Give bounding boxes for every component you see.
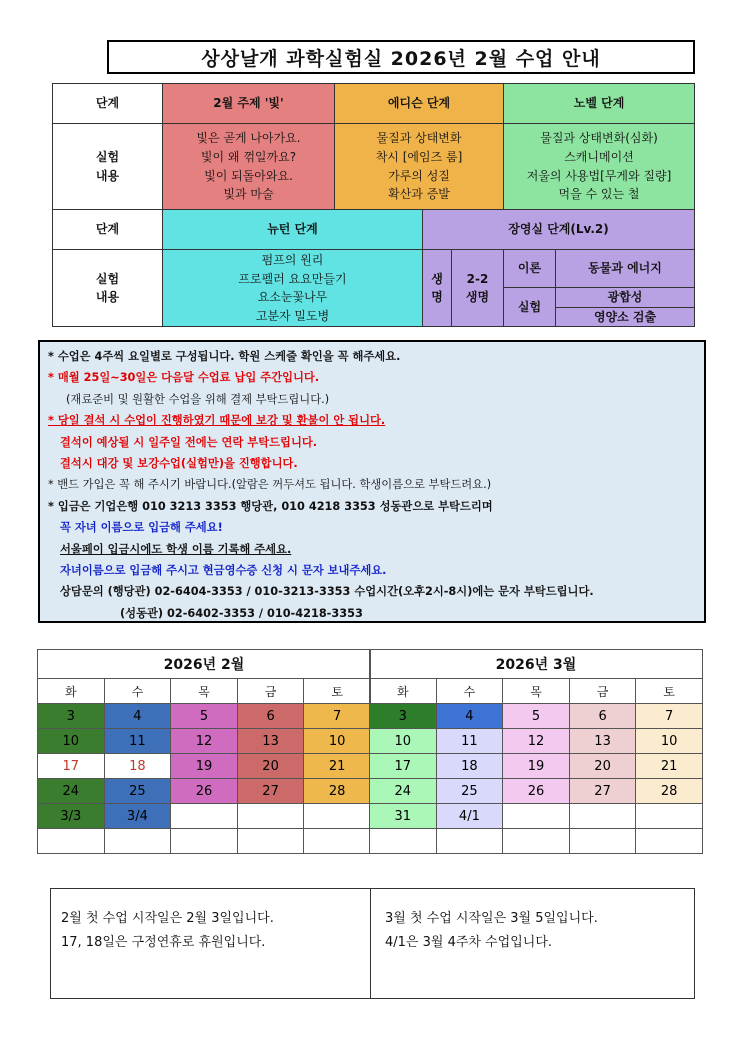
calendar-title: 2026년 2월 — [38, 650, 371, 679]
calendar-day — [569, 829, 636, 854]
list-item: 저울의 사용법[무게와 질량] — [526, 168, 672, 183]
weekday: 금 — [237, 679, 304, 704]
calendar-day: 10 — [370, 729, 437, 754]
calendar-day: 19 — [171, 754, 238, 779]
list-item: 먹을 수 있는 철 — [558, 187, 640, 202]
notice-box — [38, 340, 706, 623]
calendar-day — [304, 829, 371, 854]
calendar-mar — [369, 649, 703, 854]
calendar-day: 12 — [503, 729, 570, 754]
exp-label: 실험 — [504, 288, 556, 327]
calendar-day: 10 — [304, 729, 371, 754]
weekday: 목 — [171, 679, 238, 704]
content-label-2: 실험 내용 — [53, 250, 163, 327]
list-item: 프로펠러 요요만들기 — [238, 271, 347, 286]
list-item: 물질과 상태변화(심화) — [540, 131, 658, 146]
level-label: 2-2 생명 — [452, 250, 504, 327]
calendar-day: 18 — [104, 754, 171, 779]
nobel-items — [504, 124, 695, 210]
weekday: 수 — [104, 679, 171, 704]
notice-line: 꼭 자녀 이름으로 입금해 주세요! — [60, 521, 223, 535]
life-label: 생 명 — [423, 250, 452, 327]
calendar-day: 11 — [436, 729, 503, 754]
calendar-day: 4 — [104, 704, 171, 729]
calendar-day — [171, 804, 238, 829]
calendar-day: 6 — [237, 704, 304, 729]
notice-line: (성동관) 02-6402-3353 / 010-4218-3353 — [120, 606, 363, 620]
notice-line: * 입금은 기업은행 010 3213 3353 행당관, 010 4218 3353 성동관으로 부탁드리며 — [48, 499, 493, 513]
calendar-day: 4/1 — [436, 804, 503, 829]
calendar-day: 6 — [569, 704, 636, 729]
edison-header: 에디슨 단계 — [335, 84, 504, 124]
footer-mar — [370, 889, 694, 998]
list-item: 빛과 마술 — [223, 187, 274, 202]
calendar-day: 4 — [436, 704, 503, 729]
theory-label: 이론 — [504, 250, 556, 288]
calendar-day: 31 — [370, 804, 437, 829]
calendar-day: 3 — [370, 704, 437, 729]
calendar-day — [104, 829, 171, 854]
calendar-day: 28 — [304, 779, 371, 804]
exp-item: 영양소 검출 — [556, 307, 695, 327]
weekday: 화 — [370, 679, 437, 704]
weekday: 토 — [636, 679, 703, 704]
list-item: 물질과 상태변화 — [376, 131, 462, 146]
calendar-day: 27 — [569, 779, 636, 804]
calendar-day: 5 — [503, 704, 570, 729]
list-item: 착시 [에임즈 룸] — [375, 149, 463, 164]
theme-header: 2월 주제 '빛' — [163, 84, 335, 124]
calendar-day — [503, 804, 570, 829]
calendar-day: 11 — [104, 729, 171, 754]
calendar-day — [636, 804, 703, 829]
theme-items — [163, 124, 335, 210]
calendar-day: 3/3 — [38, 804, 105, 829]
notice-line: * 매월 25일~30일은 다음달 수업료 납입 주간입니다. — [48, 371, 320, 385]
list-item: 확산과 증발 — [388, 187, 450, 202]
list-item: 빛이 왜 꺾일까요? — [200, 149, 297, 164]
calendar-day: 18 — [436, 754, 503, 779]
edison-items — [335, 124, 504, 210]
jangyeongsil-header: 장영실 단계(Lv.2) — [423, 210, 695, 250]
calendar-day — [569, 804, 636, 829]
calendar-day: 21 — [636, 754, 703, 779]
calendar-day — [436, 829, 503, 854]
list-item: 펌프의 원리 — [261, 252, 324, 267]
notice-line: 자녀이름으로 입금해 주시고 현금영수증 신청 시 문자 보내주세요. — [60, 563, 387, 577]
footer-line: 4/1은 3월 4주차 수업입니다. — [385, 935, 553, 950]
calendar-day — [304, 804, 371, 829]
calendar-day: 13 — [237, 729, 304, 754]
schedule-table — [52, 83, 695, 327]
calendar-title: 2026년 3월 — [370, 650, 703, 679]
weekday: 토 — [304, 679, 371, 704]
nobel-header: 노벨 단계 — [504, 84, 695, 124]
calendar-day: 12 — [171, 729, 238, 754]
newton-items — [163, 250, 423, 327]
calendar-day: 19 — [503, 754, 570, 779]
calendar-day: 26 — [503, 779, 570, 804]
exp-item: 광합성 — [556, 288, 695, 308]
calendar-day: 17 — [370, 754, 437, 779]
notice-line: 결석이 예상될 시 일주일 전에는 연락 부탁드립니다. — [60, 435, 318, 449]
stage-label: 단계 — [53, 84, 163, 124]
notice-line: * 당일 결석 시 수업이 진행하였기 때문에 보강 및 환불이 안 됩니다. — [48, 414, 386, 428]
calendar-day: 24 — [370, 779, 437, 804]
calendar-day — [237, 804, 304, 829]
notice-line: (재료준비 및 원활한 수업을 위해 결제 부탁드립니다.) — [66, 392, 330, 406]
newton-header: 뉴턴 단계 — [163, 210, 423, 250]
calendar-day — [237, 829, 304, 854]
calendar-day: 25 — [104, 779, 171, 804]
calendar-day: 3/4 — [104, 804, 171, 829]
weekday: 수 — [436, 679, 503, 704]
calendar-day: 10 — [636, 729, 703, 754]
notice-line: * 수업은 4주씩 요일별로 구성됩니다. 학원 스케줄 확인을 꼭 해주세요. — [48, 350, 401, 363]
calendar-day: 20 — [237, 754, 304, 779]
calendar-day: 3 — [38, 704, 105, 729]
calendar-day: 27 — [237, 779, 304, 804]
notice-line: 서울페이 입금시에도 학생 이름 기록해 주세요. — [60, 542, 292, 556]
weekday: 금 — [569, 679, 636, 704]
weekday: 목 — [503, 679, 570, 704]
notice-line: 결석시 대강 및 보강수업(실험만)을 진행합니다. — [60, 456, 298, 470]
calendar-day: 7 — [304, 704, 371, 729]
list-item: 스캐니메이션 — [564, 149, 634, 164]
calendar-day — [38, 829, 105, 854]
calendar-day: 25 — [436, 779, 503, 804]
notice-line: 상담문의 (행당관) 02-6404-3353 / 010-3213-3353 수업시간(오후2시-8시)에는 문자 부탁드립니다. — [60, 585, 594, 599]
calendar-day: 17 — [38, 754, 105, 779]
page-title: 상상날개 과학실험실 2026년 2월 수업 안내 — [107, 40, 695, 74]
calendar-day: 20 — [569, 754, 636, 779]
weekday: 화 — [38, 679, 105, 704]
calendar-day: 10 — [38, 729, 105, 754]
calendar-day: 26 — [171, 779, 238, 804]
calendar-day: 21 — [304, 754, 371, 779]
calendar-day: 24 — [38, 779, 105, 804]
content-label: 실험 내용 — [53, 124, 163, 210]
list-item: 가루의 성질 — [388, 168, 450, 183]
footer-notes — [50, 888, 695, 999]
calendar-day — [370, 829, 437, 854]
calendar-day: 7 — [636, 704, 703, 729]
calendar-day — [503, 829, 570, 854]
calendar-day: 28 — [636, 779, 703, 804]
stage-label-2: 단계 — [53, 210, 163, 250]
list-item: 고분자 밀도병 — [255, 308, 330, 323]
list-item: 빛은 곧게 나아가요. — [196, 131, 301, 146]
theory-item: 동물과 에너지 — [556, 250, 695, 288]
calendar-day: 5 — [171, 704, 238, 729]
calendar-day — [171, 829, 238, 854]
calendar-feb — [37, 649, 371, 854]
footer-feb — [51, 889, 370, 998]
footer-line: 17, 18일은 구정연휴로 휴원입니다. — [61, 935, 266, 950]
notice-line: * 밴드 가입은 꼭 해 주시기 바랍니다.(알람은 꺼두셔도 됩니다. 학생이름으로 부탁드려요.) — [48, 478, 492, 492]
calendar-day — [636, 829, 703, 854]
footer-line: 2월 첫 수업 시작일은 2월 3일입니다. — [61, 911, 274, 926]
list-item: 요소눈꽃나무 — [257, 290, 328, 305]
calendar-day: 13 — [569, 729, 636, 754]
footer-line: 3월 첫 수업 시작일은 3월 5일입니다. — [385, 911, 598, 926]
list-item: 빛이 되돌아와요. — [204, 168, 293, 183]
